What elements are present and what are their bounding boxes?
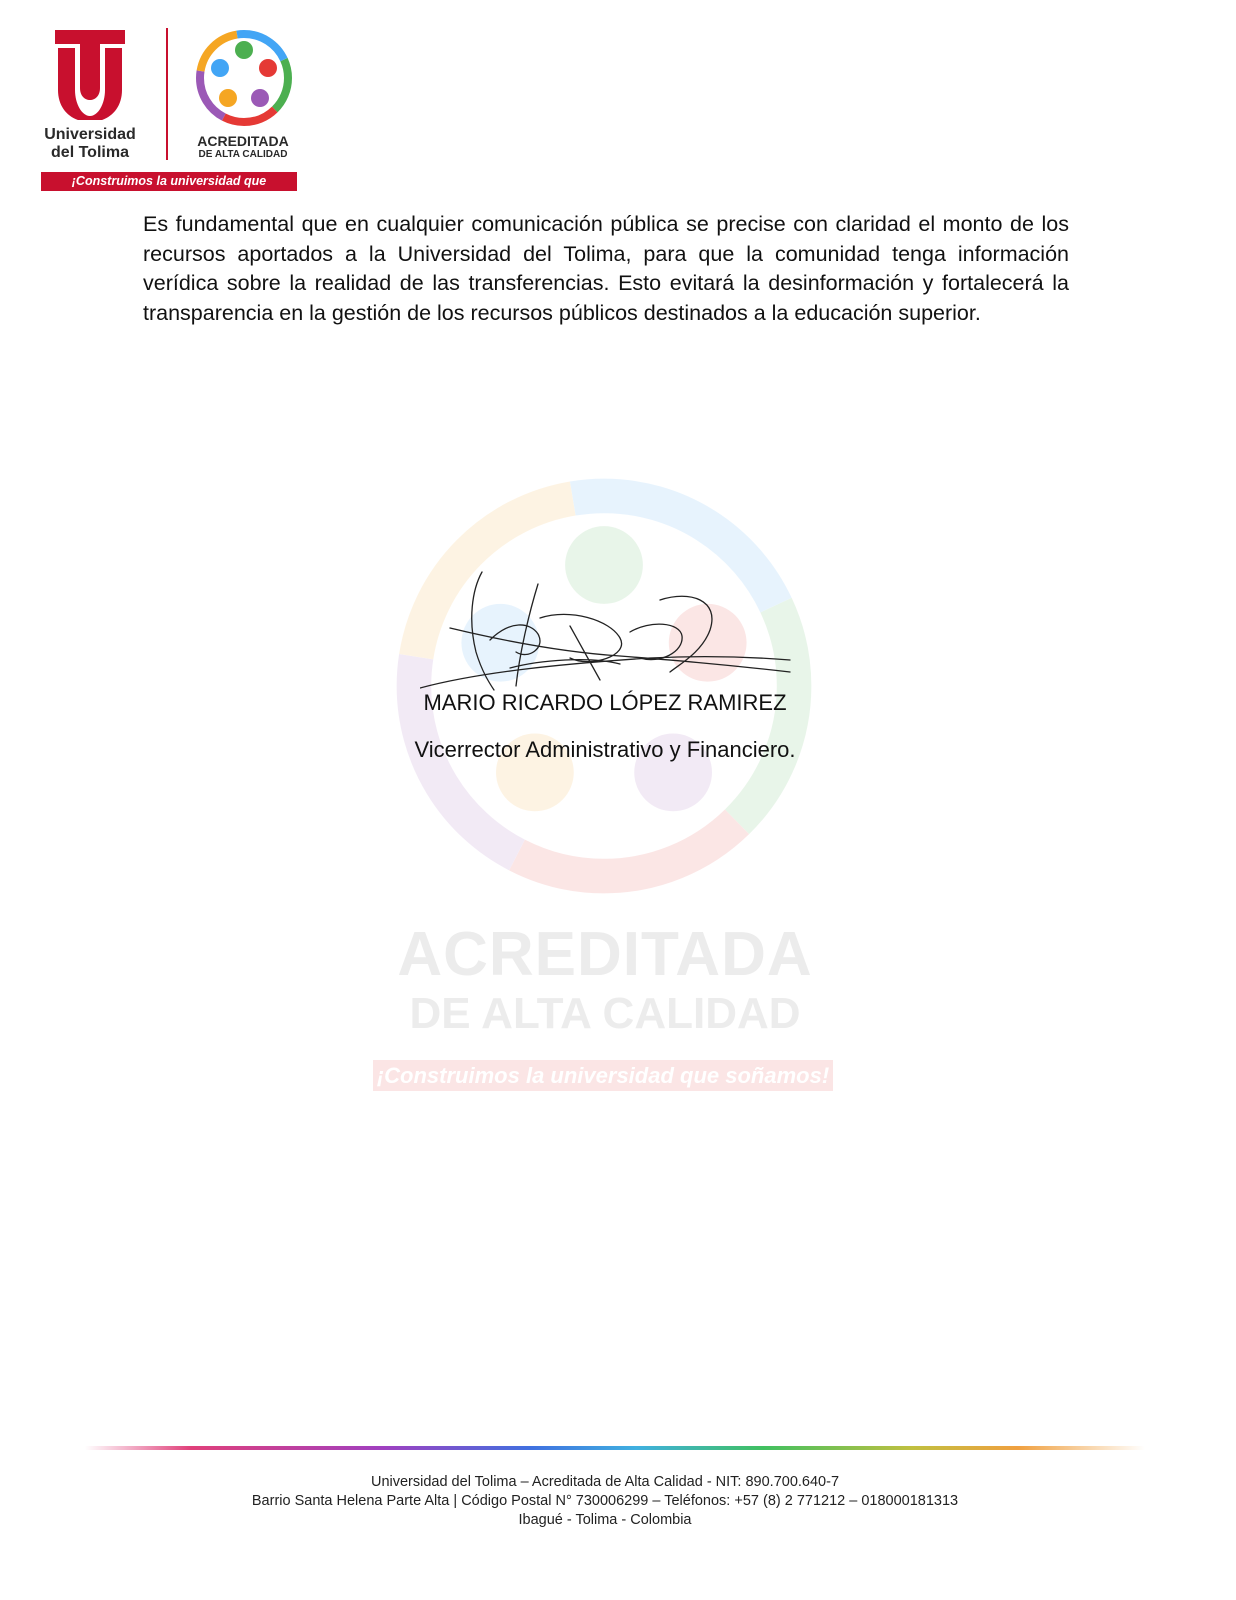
footer-rainbow-divider (85, 1446, 1145, 1450)
watermark-slogan: ¡Construimos la universidad que soñamos! (373, 1060, 833, 1091)
signer-name: MARIO RICARDO LÓPEZ RAMIREZ (423, 690, 787, 715)
signer-role: Vicerrector Administrativo y Financiero. (414, 737, 796, 762)
handwritten-signature-icon (420, 560, 800, 700)
header-divider (166, 28, 168, 160)
footer-line-3: Ibagué - Tolima - Colombia (518, 1512, 692, 1528)
slogan-banner: ¡Construimos la universidad que soñamos! (41, 172, 297, 191)
university-name: Universidad del Tolima (44, 126, 136, 161)
footer-line-2: Barrio Santa Helena Parte Alta | Código Postal N° 730006299 – Teléfonos: +57 (8) 2 771212 – 018000181313 (251, 1493, 959, 1509)
letterhead (40, 26, 310, 207)
accreditation-subtitle: DE ALTA CALIDAD (198, 149, 288, 160)
watermark-subtitle: DE ALTA CALIDAD (409, 989, 801, 1038)
accreditation-title: ACREDITADA (197, 133, 289, 149)
watermark-title: ACREDITADA (397, 920, 813, 989)
body-paragraph: Es fundamental que en cualquier comunicación pública se precise con claridad el monto de los recursos aportados a la Universidad del Tolima, para que la comunidad tenga información verídica sobre la realidad de las transferencias. Esto evitará la desinformación y fortalecerá la transparencia en la gestión de los recursos públicos destinados a la educación superior. (143, 212, 1069, 325)
accreditation-logo-icon (194, 28, 294, 128)
university-logo-icon (55, 30, 125, 120)
footer-line-1: Universidad del Tolima – Acreditada de Alta Calidad - NIT: 890.700.640-7 (370, 1474, 840, 1490)
